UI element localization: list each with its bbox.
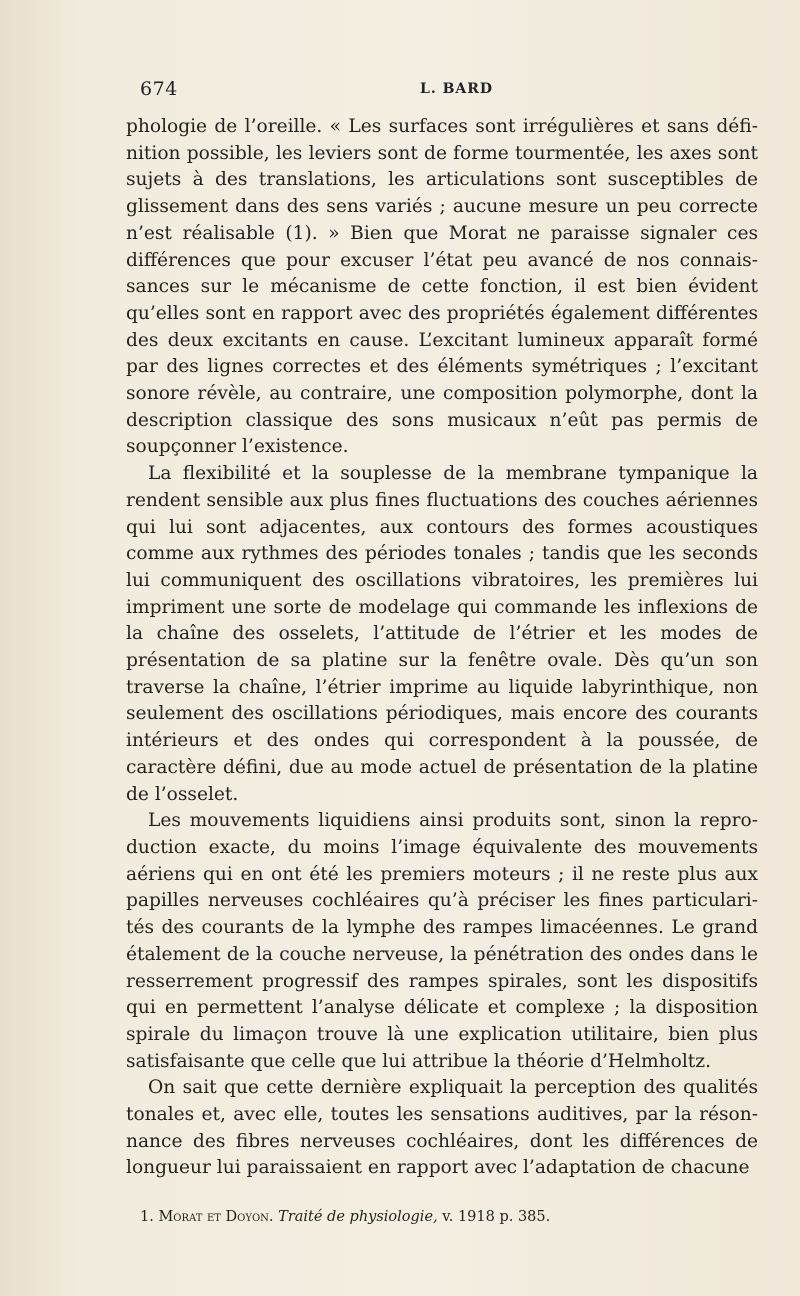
page-number: 674 <box>140 78 178 100</box>
footnote-authors: Morat et Doyon. <box>158 1209 274 1225</box>
paragraph-2: La flexibilité et la souplesse de la membrane tympanique la rendent sensible aux plus fines fluctuations des couches aériennes qui lui sont adjacentes, aux contours des formes acoustiques comme aux rythmes des périodes tonales ; tandis que les seconds lui communiquent des oscillations vibratoires, les premières lui impriment une sorte de modelage qui commande les inflexions de la chaîne des osselets, l’attitude de l’étrier et les modes de présentation de sa platine sur la fenêtre ovale. Dès qu’un son traverse la chaîne, l’étrier imprime au liquide labyrinthique, non seulement des oscillations périodiques, mais encore des courants intérieurs et des ondes qui correspondent à la poussée, de caractère défini, due au mode actuel de présentation de la platine de l’osselet. <box>126 463 758 805</box>
paragraph-4: On sait que cette dernière expliquait la perception des qualités tonales et, avec elle, toutes les sensations auditives, par la résonnance des fibres nerveuses cochléaires, dont les différences de longueur lui paraissaient en rapport avec l’adaptation de chacune <box>126 1077 758 1179</box>
paragraph-3: Les mouvements liquidiens ainsi produits sont, sinon la reproduction exacte, du moins l’image équivalente des mouvements aériens qui en ont été les premiers moteurs ; il ne reste plus aux papilles nerveuses cochléaires qu’à préciser les fines particularités des courants de la lymphe des rampes limacéennes. Le grand étalement de la couche nerveuse, la pénétration des ondes dans le resserrement progressif des rampes spirales, sont les dispositifs qui en permettent l’analyse délicate et complexe ; la disposition spirale du limaçon trouve là une explication utilitaire, bien plus satisfaisante que celle que lui attribue la théorie d’Helmholtz. <box>126 810 758 1072</box>
footnote-title: Traité de physiologie, <box>278 1209 438 1225</box>
running-head <box>0 78 800 102</box>
footnote-citation: v. 1918 p. 385. <box>442 1209 551 1225</box>
body-text <box>126 114 758 1182</box>
footnote-marker: 1. <box>140 1209 154 1225</box>
paragraph-1: phologie de l’oreille. « Les surfaces sont irrégulières et sans définition possible, les leviers sont de forme tourmentée, les axes sont sujets à des translations, les articulations sont susceptibles de glissement dans des sens variés ; aucune mesure un peu correcte n’est réalisable (1). » Bien que Morat ne paraisse signaler ces différences que pour excuser l’état peu avancé de nos connaissances sur le mécanisme de cette fonction, il est bien évident qu’elles sont en rapport avec des propriétés également différentes des deux excitants en cause. L’excitant lumineux apparaît formé par des lignes correctes et des éléments symétriques ; l’excitant sonore révèle, au contraire, une composition polymorphe, dont la description classique des sons musicaux n’eût pas permis de soupçonner l’existence. <box>126 116 758 458</box>
running-title: L. BARD <box>420 81 494 97</box>
footnote <box>140 1207 740 1227</box>
